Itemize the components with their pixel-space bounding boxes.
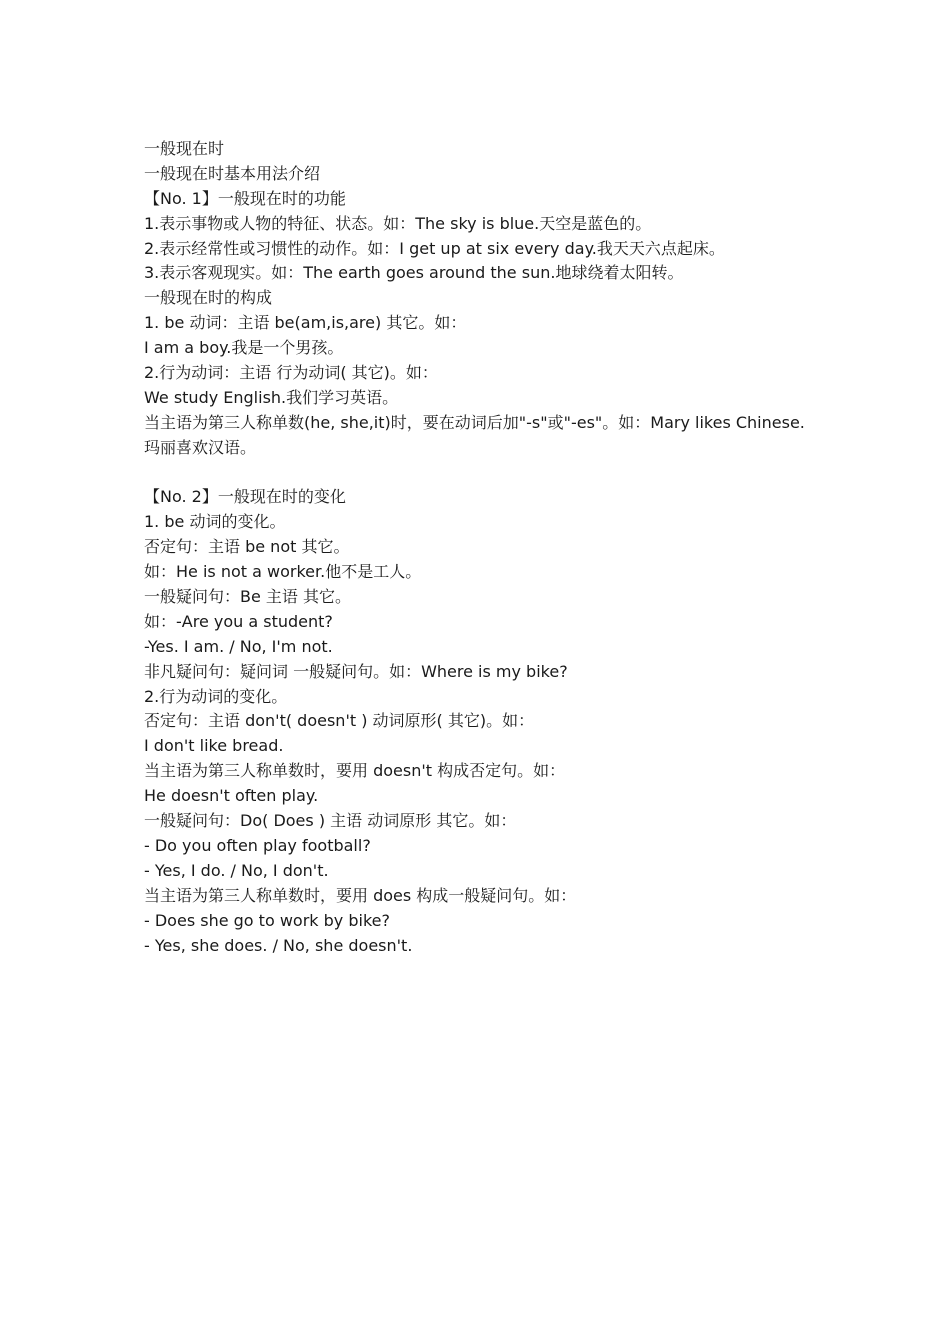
text-line: 2.表示经常性或习惯性的动作。如：I get up at six every day.我天天六点起床。 <box>144 238 725 258</box>
text-line: 否定句：主语 don't( doesn't ) 动词原形( 其它)。如： <box>144 711 535 731</box>
blank-line <box>144 461 834 486</box>
section-heading-no2: 【No. 2】一般现在时的变化 <box>144 487 346 507</box>
text-line: 1. be 动词：主语 be(am,is,are) 其它。如： <box>144 313 467 333</box>
text-line: 非凡疑问句：疑问词 一般疑问句。如：Where is my bike? <box>144 661 568 681</box>
text-line: 如：He is not a worker.他不是工人。 <box>144 562 422 582</box>
text-line: We study English.我们学习英语。 <box>144 387 399 407</box>
text-line: - Do you often play football? <box>144 835 371 855</box>
text-line: 2.行为动词：主语 行为动词( 其它)。如： <box>144 363 438 383</box>
text-line: 当主语为第三人称单数(he, she,it)时，要在动词后加"-s"或"-es"。如：Mary likes Chinese. <box>144 412 805 432</box>
text-line: -Yes. I am. / No, I'm not. <box>144 636 333 656</box>
section-heading-no1: 【No. 1】一般现在时的功能 <box>144 188 346 208</box>
text-line: 一般疑问句：Do( Does ) 主语 动词原形 其它。如： <box>144 811 517 831</box>
document-subtitle: 一般现在时基本用法介绍 <box>144 163 321 183</box>
document-body <box>144 137 834 958</box>
text-line: - Yes, she does. / No, she doesn't. <box>144 935 413 955</box>
text-line: 1. be 动词的变化。 <box>144 512 286 532</box>
text-line: 如：-Are you a student? <box>144 611 333 631</box>
text-line: 3.表示客观现实。如：The earth goes around the sun.地球绕着太阳转。 <box>144 263 684 283</box>
text-line: He doesn't often play. <box>144 786 319 806</box>
text-line: 1.表示事物或人物的特征、状态。如：The sky is blue.天空是蓝色的。 <box>144 213 652 233</box>
text-line: 玛丽喜欢汉语。 <box>144 437 257 457</box>
text-line: 否定句：主语 be not 其它。 <box>144 537 350 557</box>
text-line: - Does she go to work by bike? <box>144 910 390 930</box>
text-line: 一般疑问句：Be 主语 其它。 <box>144 587 351 607</box>
text-line: I don't like bread. <box>144 736 284 756</box>
text-line: 当主语为第三人称单数时，要用 doesn't 构成否定句。如： <box>144 761 566 781</box>
text-line: 2.行为动词的变化。 <box>144 686 288 706</box>
text-line: 当主语为第三人称单数时，要用 does 构成一般疑问句。如： <box>144 885 577 905</box>
subsection-heading-structure: 一般现在时的构成 <box>144 288 273 308</box>
document-title: 一般现在时 <box>144 139 225 158</box>
text-line: - Yes, I do. / No, I don't. <box>144 860 329 880</box>
text-line: I am a boy.我是一个男孩。 <box>144 338 344 358</box>
